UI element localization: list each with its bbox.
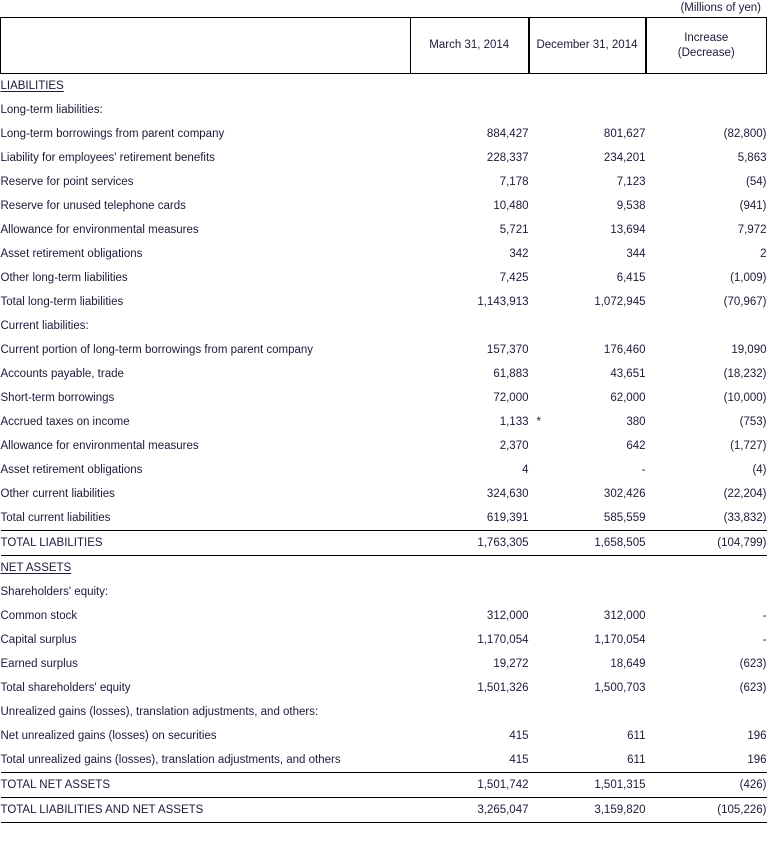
row-label-total-current-liabilities: Total current liabilities xyxy=(0,512,111,524)
table-row xyxy=(1,194,767,218)
empty-cell xyxy=(646,556,767,581)
row-label-total-liabilities-and-net-assets: TOTAL LIABILITIES AND NET ASSETS xyxy=(1,798,411,823)
row-value-increase: (1,727) xyxy=(730,440,767,452)
row-label-reserve-telephone-cards: Reserve for unused telephone cards xyxy=(0,200,186,212)
row-value-december: 176,460 xyxy=(603,344,646,356)
empty-cell xyxy=(411,580,529,604)
total-liabilities-row xyxy=(1,531,767,556)
row-label-accounts-payable-trade: Accounts payable, trade xyxy=(0,368,124,380)
row-label-other-current-liabilities: Other current liabilities xyxy=(0,488,115,500)
row-value-increase: (426) xyxy=(646,773,767,798)
row-label-allowance-environmental-long-term: Allowance for environmental measures xyxy=(0,224,199,236)
column-header-label xyxy=(1,18,411,74)
row-value-march: 10,480 xyxy=(493,200,529,212)
row-label-reserve-point-services: Reserve for point services xyxy=(0,176,134,188)
column-header-increase-line2: (Decrease) xyxy=(677,46,735,59)
row-value-december: 3,159,820 xyxy=(529,798,646,823)
empty-cell xyxy=(411,314,529,338)
row-label-other-long-term-liabilities: Other long-term liabilities xyxy=(0,272,128,284)
row-label-current-portion-long-term-borrowings: Current portion of long-term borrowings from parent company xyxy=(0,344,314,356)
row-value-increase: (18,232) xyxy=(723,368,767,380)
row-value-december: 18,649 xyxy=(610,658,646,670)
empty-cell xyxy=(529,556,646,581)
footnote-asterisk-marker: * xyxy=(536,416,541,428)
section-heading-net-assets xyxy=(1,556,411,581)
row-value-march: 19,272 xyxy=(493,658,529,670)
table-row xyxy=(1,242,767,266)
table-row xyxy=(1,290,767,314)
empty-cell xyxy=(411,98,529,122)
row-value-december: 312,000 xyxy=(603,610,646,622)
total-net-assets-row xyxy=(1,773,767,798)
row-label-total-unrealized-gains: Total unrealized gains (losses), translation adjustments, and others xyxy=(0,754,341,766)
row-label-total-shareholders-equity: Total shareholders' equity xyxy=(0,682,131,694)
row-value-march: 1,501,326 xyxy=(477,682,529,694)
table-row xyxy=(1,410,767,434)
column-header-increase xyxy=(646,18,767,74)
section-heading-liabilities-text: LIABILITIES xyxy=(0,80,64,92)
row-label-common-stock: Common stock xyxy=(0,610,78,622)
row-value-increase: (105,226) xyxy=(646,798,767,823)
group-heading-unrealized-gains: Unrealized gains (losses), translation adjustments, and others: xyxy=(0,706,319,718)
row-label-short-term-borrowings: Short-term borrowings xyxy=(0,392,115,404)
row-value-increase: 2 xyxy=(760,248,767,260)
row-value-march: 4 xyxy=(522,464,529,476)
row-label-total-net-assets: TOTAL NET ASSETS xyxy=(1,773,411,798)
row-value-march: 1,501,742 xyxy=(411,773,529,798)
row-value-march: 1,143,913 xyxy=(477,296,529,308)
row-label-allowance-environmental-current: Allowance for environmental measures xyxy=(0,440,199,452)
table-row xyxy=(1,122,767,146)
table-row xyxy=(1,386,767,410)
column-header-december: December 31, 2014 xyxy=(529,18,646,74)
row-value-increase: 196 xyxy=(747,754,767,766)
row-value-december: 234,201 xyxy=(603,152,646,164)
row-value-march: 884,427 xyxy=(486,128,529,140)
row-value-increase: (33,832) xyxy=(723,512,767,524)
table-row xyxy=(1,604,767,628)
empty-cell xyxy=(646,98,767,122)
row-value-increase: - xyxy=(762,634,767,646)
empty-cell xyxy=(529,700,646,724)
table-row xyxy=(1,338,767,362)
total-liabilities-and-net-assets-row xyxy=(1,798,767,823)
table-row xyxy=(1,482,767,506)
row-value-march: 415 xyxy=(509,730,529,742)
row-label-total-liabilities: TOTAL LIABILITIES xyxy=(1,531,411,556)
table-row xyxy=(1,458,767,482)
row-value-increase: (1,009) xyxy=(730,272,767,284)
column-header-increase-line1: Increase xyxy=(684,31,729,44)
table-header-row xyxy=(1,18,767,74)
row-value-march: 3,265,047 xyxy=(411,798,529,823)
empty-cell xyxy=(529,74,646,99)
row-value-december: 7,123 xyxy=(616,176,646,188)
table-row xyxy=(1,724,767,748)
group-heading-unrealized-row xyxy=(1,700,767,724)
row-value-march: 7,178 xyxy=(499,176,529,188)
row-value-march: 619,391 xyxy=(486,512,529,524)
group-heading-long-term-liabilities: Long-term liabilities: xyxy=(0,104,103,116)
row-value-december: 611 xyxy=(627,730,646,742)
group-heading-current-row xyxy=(1,314,767,338)
row-value-december: 62,000 xyxy=(610,392,646,404)
row-value-december: 1,170,054 xyxy=(594,634,646,646)
empty-cell xyxy=(529,98,646,122)
row-value-december: 1,501,315 xyxy=(529,773,646,798)
section-heading-net-assets-text: NET ASSETS xyxy=(0,562,72,574)
row-value-december: 1,500,703 xyxy=(594,682,646,694)
row-value-march: 342 xyxy=(509,248,529,260)
row-value-increase: - xyxy=(762,610,767,622)
row-value-increase: (70,967) xyxy=(723,296,767,308)
row-value-march: 1,133 xyxy=(499,416,529,428)
row-value-december: 6,415 xyxy=(616,272,646,284)
group-heading-long-term-row xyxy=(1,98,767,122)
balance-sheet-table xyxy=(0,17,767,823)
row-value-december: 642 xyxy=(626,440,646,452)
table-row xyxy=(1,628,767,652)
empty-cell xyxy=(646,580,767,604)
row-value-march: 1,763,305 xyxy=(411,531,529,556)
row-value-march: 72,000 xyxy=(493,392,529,404)
row-value-march: 157,370 xyxy=(486,344,529,356)
row-value-december: 43,651 xyxy=(610,368,646,380)
row-value-december: 13,694 xyxy=(610,224,646,236)
column-header-march: March 31, 2014 xyxy=(411,18,529,74)
row-value-december: 344 xyxy=(626,248,646,260)
empty-cell xyxy=(529,314,646,338)
table-row xyxy=(1,434,767,458)
row-value-december: 611 xyxy=(627,754,646,766)
table-row xyxy=(1,652,767,676)
row-value-december-cell xyxy=(529,410,646,434)
row-value-december: 1,072,945 xyxy=(594,296,646,308)
row-value-increase: 7,972 xyxy=(737,224,767,236)
row-value-march: 5,721 xyxy=(499,224,529,236)
row-label-retirement-benefits: Liability for employees' retirement benefits xyxy=(0,152,215,164)
row-value-march: 312,000 xyxy=(486,610,529,622)
table-row xyxy=(1,748,767,773)
section-heading-net-assets-row xyxy=(1,556,767,581)
row-label-total-long-term-liabilities: Total long-term liabilities xyxy=(0,296,124,308)
empty-cell xyxy=(529,580,646,604)
row-label-earned-surplus: Earned surplus xyxy=(0,658,78,670)
table-row xyxy=(1,676,767,700)
row-value-increase: (623) xyxy=(739,658,767,670)
table-row xyxy=(1,170,767,194)
row-label-asset-retirement-current: Asset retirement obligations xyxy=(0,464,143,476)
row-label-net-unrealized-gains-securities: Net unrealized gains (losses) on securities xyxy=(0,730,217,742)
row-value-december: - xyxy=(641,464,646,476)
row-value-december: 380 xyxy=(626,416,646,428)
row-label-asset-retirement-long-term: Asset retirement obligations xyxy=(0,248,143,260)
empty-cell xyxy=(646,700,767,724)
empty-cell xyxy=(646,314,767,338)
row-value-increase: (54) xyxy=(746,176,767,188)
row-value-december: 585,559 xyxy=(603,512,646,524)
row-label-accrued-taxes-on-income: Accrued taxes on income xyxy=(0,416,130,428)
empty-cell xyxy=(411,700,529,724)
row-value-december: 9,538 xyxy=(616,200,646,212)
row-value-march: 2,370 xyxy=(499,440,529,452)
table-row xyxy=(1,506,767,531)
row-label-long-term-borrowings: Long-term borrowings from parent company xyxy=(0,128,225,140)
row-value-increase: 196 xyxy=(747,730,767,742)
row-value-increase: (22,204) xyxy=(723,488,767,500)
table-row xyxy=(1,266,767,290)
row-value-december: 801,627 xyxy=(603,128,646,140)
group-heading-shareholders-row xyxy=(1,580,767,604)
group-heading-current-liabilities: Current liabilities: xyxy=(0,320,89,332)
row-value-increase: 19,090 xyxy=(731,344,767,356)
row-value-increase: (941) xyxy=(739,200,767,212)
row-value-increase: (10,000) xyxy=(723,392,767,404)
table-row xyxy=(1,362,767,386)
row-label-capital-surplus: Capital surplus xyxy=(0,634,77,646)
group-heading-shareholders-equity: Shareholders' equity: xyxy=(0,586,109,598)
row-value-increase: (4) xyxy=(752,464,767,476)
row-value-december: 1,658,505 xyxy=(529,531,646,556)
table-row xyxy=(1,218,767,242)
row-value-march: 1,170,054 xyxy=(477,634,529,646)
row-value-december: 302,426 xyxy=(603,488,646,500)
row-value-march: 415 xyxy=(509,754,529,766)
row-value-march: 228,337 xyxy=(486,152,529,164)
row-value-march: 61,883 xyxy=(493,368,529,380)
section-heading-liabilities-row xyxy=(1,74,767,99)
row-value-increase: (753) xyxy=(739,416,767,428)
row-value-increase: 5,863 xyxy=(737,152,767,164)
empty-cell xyxy=(411,74,529,99)
table-row xyxy=(1,146,767,170)
row-value-march: 7,425 xyxy=(499,272,529,284)
empty-cell xyxy=(646,74,767,99)
row-value-march: 324,630 xyxy=(486,488,529,500)
section-heading-liabilities xyxy=(1,74,411,99)
empty-cell xyxy=(411,556,529,581)
row-value-increase: (104,799) xyxy=(646,531,767,556)
row-value-increase: (623) xyxy=(739,682,767,694)
row-value-increase: (82,800) xyxy=(723,128,767,140)
unit-caption: (Millions of yen) xyxy=(680,2,761,14)
